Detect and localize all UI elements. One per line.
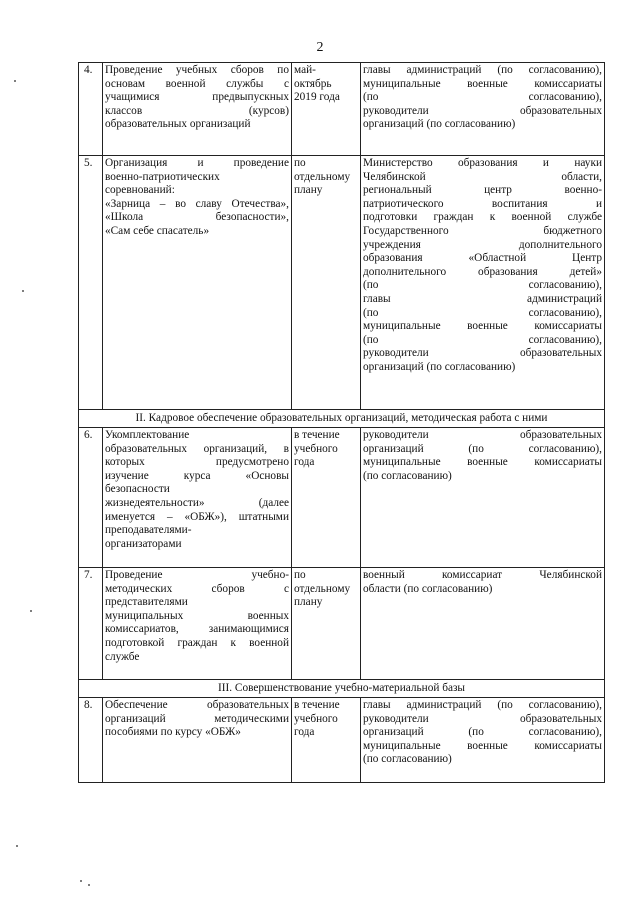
responsible-cell-line: (по согласованию) [363,753,452,766]
responsible-cell-line: (по согласованию) [363,469,452,482]
table-row [79,156,605,410]
event-cell-line: Обеспечение образовательных [105,699,289,711]
event-cell [103,698,292,783]
table-row [79,428,605,568]
event-cell-line: «Школа безопасности», [105,211,289,224]
scan-speck [80,880,82,882]
page-number: 2 [316,40,324,55]
responsible-cell-line: (по согласованию), [363,91,602,104]
event-cell-line: учащимися предвыпускных [105,91,289,104]
event-cell-line: преподавателями- [105,524,192,537]
term-cell [292,428,361,568]
row-number: 4. [79,63,103,156]
row-number: 6. [79,428,103,568]
event-cell-line: образовательных организаций [105,118,251,131]
responsible-cell-line: организаций (по согласованию), [363,442,602,455]
responsible-cell-line: образования «Областной Центр [363,252,602,265]
term-cell [292,156,361,410]
event-cell-line: Проведение учебно- [105,569,289,581]
event-cell [103,428,292,568]
term-cell-line: плану [294,596,323,609]
responsible-cell-line: Министерство образования и науки [363,157,602,169]
table-row [79,698,605,783]
plan-table [78,62,605,783]
term-cell-line: года [294,456,315,469]
term-cell [292,568,361,680]
scan-speck [14,80,16,82]
responsible-cell-line: области (по согласованию) [363,582,493,595]
event-cell-line: представителями [105,596,188,609]
event-cell-line: организаций методическими [105,712,289,725]
event-cell [103,568,292,680]
scan-speck [88,884,90,886]
event-cell [103,63,292,156]
event-cell-line: основам военной службы с [105,77,289,90]
scan-speck [22,290,24,292]
term-cell-line: плану [294,184,323,197]
term-cell-line: года [294,726,315,739]
responsible-cell-line: руководители образовательных [363,347,602,360]
term-cell-line: учебного [294,712,338,725]
responsible-cell-line: подготовки граждан к военной службе [363,211,602,224]
event-cell-line: службе [105,650,140,663]
event-cell-line: безопасности [105,483,170,496]
responsible-cell-line: главы администраций [363,292,602,305]
responsible-cell [361,568,605,680]
responsible-cell-line: главы администраций (по согласованию), [363,64,602,76]
section-header-row [79,410,605,428]
responsible-cell-line: (по согласованию), [363,306,602,319]
event-cell-line: подготовкой граждан к военной [105,636,289,649]
responsible-cell-line: руководители образовательных [363,429,602,441]
row-number: 8. [79,698,103,783]
event-cell-line: классов (курсов) [105,104,289,117]
term-cell-line: в течение [294,699,340,711]
term-cell [292,698,361,783]
responsible-cell [361,428,605,568]
term-cell-line: в течение [294,429,340,441]
event-cell-line: жизнедеятельности» (далее [105,496,289,509]
responsible-cell-line: патриотического воспитания и [363,197,602,210]
responsible-cell-line: организаций (по согласованию), [363,726,602,739]
responsible-cell-line: дополнительного образования детей» [363,265,602,278]
event-cell-line: методических сборов с [105,582,289,595]
event-cell-line: которых предусмотрено [105,456,289,469]
responsible-cell-line: муниципальные военные комиссариаты [363,77,602,90]
term-cell-line: май- [294,64,316,76]
responsible-cell-line: (по согласованию), [363,279,602,292]
event-cell [103,156,292,410]
responsible-cell-line: Челябинской области, [363,170,602,183]
responsible-cell-line: организаций (по согласованию) [363,360,516,373]
responsible-cell [361,698,605,783]
row-number: 7. [79,568,103,680]
responsible-cell-line: учреждения дополнительного [363,238,602,251]
event-cell-line: Проведение учебных сборов по [105,64,289,76]
responsible-cell [361,63,605,156]
scan-speck [30,610,32,612]
responsible-cell [361,156,605,410]
responsible-cell-line: Государственного бюджетного [363,224,602,237]
responsible-cell-line: (по согласованию), [363,333,602,346]
term-cell-line: отдельному [294,170,351,183]
table-row [79,63,605,156]
event-cell-line: соревнований: [105,184,175,197]
event-cell-line: Укомплектование [105,429,190,441]
event-cell-line: «Зарница – во славу Отечества», [105,197,289,210]
event-cell-line: комиссариатов, занимающимися [105,623,289,636]
section-title: III. Совершенствование учебно-материальной базы [79,680,605,698]
term-cell-line: учебного [294,442,338,455]
responsible-cell-line: военный комиссариат Челябинской [363,569,602,581]
responsible-cell-line: организаций (по согласованию) [363,118,516,131]
event-cell-line: организаторами [105,537,182,550]
term-cell-line: по [294,569,306,581]
responsible-cell-line: руководители образовательных [363,712,602,725]
event-cell-line: изучение курса «Основы [105,469,289,482]
responsible-cell-line: муниципальные военные комиссариаты [363,739,602,752]
term-cell-line: отдельному [294,582,351,595]
scan-speck [16,845,18,847]
term-cell-line: по [294,157,306,169]
event-cell-line: образовательных организаций, в [105,442,289,455]
row-number: 5. [79,156,103,410]
event-cell-line: Организация и проведение [105,157,289,169]
section-header-row [79,680,605,698]
term-cell-line: 2019 года [294,91,340,104]
responsible-cell-line: руководители образовательных [363,104,602,117]
event-cell-line: военно-патриотических [105,170,220,183]
section-title: II. Кадровое обеспечение образовательных организаций, методическая работа с ними [79,410,605,428]
event-cell-line: муниципальных военных [105,609,289,622]
responsible-cell-line: региональный центр военно- [363,184,602,197]
responsible-cell-line: муниципальные военные комиссариаты [363,320,602,333]
event-cell-line: «Сам себе спасатель» [105,224,210,237]
event-cell-line: именуется – «ОБЖ»), штатными [105,510,289,523]
responsible-cell-line: главы администраций (по согласованию), [363,699,602,711]
responsible-cell-line: муниципальные военные комиссариаты [363,456,602,469]
table-row [79,568,605,680]
plan-table-body [79,63,605,783]
term-cell [292,63,361,156]
event-cell-line: пособиями по курсу «ОБЖ» [105,726,241,739]
term-cell-line: октябрь [294,77,332,90]
